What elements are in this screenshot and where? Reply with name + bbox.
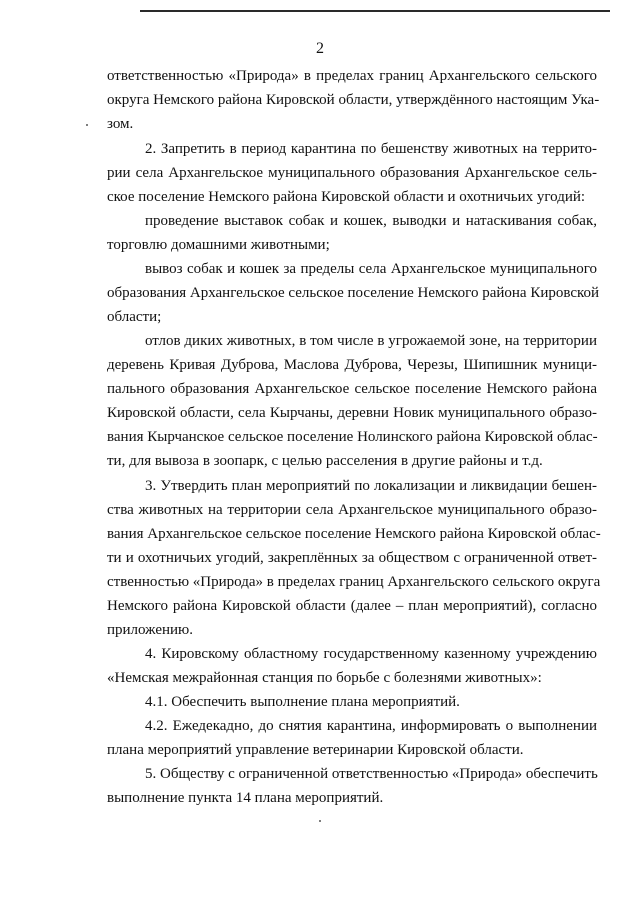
text-line: вания Архангельское сельское поселение Немского района Кировской облас- bbox=[107, 526, 601, 542]
text-line: Немского района Кировской области (далее – план мероприятий), согласно bbox=[107, 598, 597, 614]
top-rule bbox=[140, 10, 610, 12]
text-line: плана мероприятий управление ветеринарии Кировской области. bbox=[107, 742, 524, 758]
scan-speck bbox=[319, 820, 321, 822]
text-line: 4.1. Обеспечить выполнение плана мероприятий. bbox=[145, 694, 460, 710]
text-line: ти и охотничьих угодий, закреплённых за обществом с ограниченной ответ- bbox=[107, 550, 597, 566]
text-line: вания Кырчанское сельское поселение Нолинского района Кировской облас- bbox=[107, 429, 598, 445]
text-line: 2. Запретить в период карантина по бешенству животных на террито- bbox=[145, 141, 597, 157]
text-line: рии села Архангельское муниципального образования Архангельское сель- bbox=[107, 165, 597, 181]
text-line: выполнение пункта 14 плана мероприятий. bbox=[107, 790, 384, 806]
text-line: ти, для вывоза в зоопарк, с целью расселения в другие районы и т.д. bbox=[107, 453, 543, 469]
text-line: Кировской области, села Кырчаны, деревни Новик муниципального образо- bbox=[107, 405, 597, 421]
text-line: ственностью «Природа» в пределах границ Архангельского сельского округа bbox=[107, 574, 601, 590]
text-line: торговлю домашними животными; bbox=[107, 237, 330, 253]
text-line: пального образования Архангельское сельское поселение Немского района bbox=[107, 381, 597, 397]
text-line: зом. bbox=[107, 116, 134, 132]
text-line: ское поселение Немского района Кировской области и охотничьих угодий: bbox=[107, 189, 586, 205]
text-line: ответственностью «Природа» в пределах границ Архангельского сельского bbox=[107, 68, 597, 84]
text-line: 3. Утвердить план мероприятий по локализации и ликвидации бешен- bbox=[145, 478, 597, 494]
text-line: 4.2. Ежедекадно, до снятия карантина, информировать о выполнении bbox=[145, 718, 597, 734]
text-line: «Немская межрайонная станция по борьбе с болезнями животных»: bbox=[107, 670, 542, 686]
page-number: 2 bbox=[316, 40, 324, 57]
text-line: округа Немского района Кировской области, утверждённого настоящим Ука- bbox=[107, 92, 600, 108]
text-line: области; bbox=[107, 309, 162, 325]
text-line: приложению. bbox=[107, 622, 194, 638]
text-line: 4. Кировскому областному государственному казенному учреждению bbox=[145, 646, 597, 662]
text-line: деревень Кривая Дуброва, Маслова Дуброва, Черезы, Шипишник муници- bbox=[107, 357, 597, 373]
text-line: ства животных на территории села Архангельское муниципального образо- bbox=[107, 502, 597, 518]
text-line: вывоз собак и кошек за пределы села Архангельское муниципального bbox=[145, 261, 597, 277]
text-line: 5. Обществу с ограниченной ответственностью «Природа» обеспечить bbox=[145, 766, 598, 782]
text-line: образования Архангельское сельское поселение Немского района Кировской bbox=[107, 285, 600, 301]
scan-speck bbox=[86, 124, 88, 126]
text-line: отлов диких животных, в том числе в угрожаемой зоне, на территории bbox=[145, 333, 597, 349]
text-line: проведение выставок собак и кошек, выводки и натаскивания собак, bbox=[145, 213, 597, 229]
